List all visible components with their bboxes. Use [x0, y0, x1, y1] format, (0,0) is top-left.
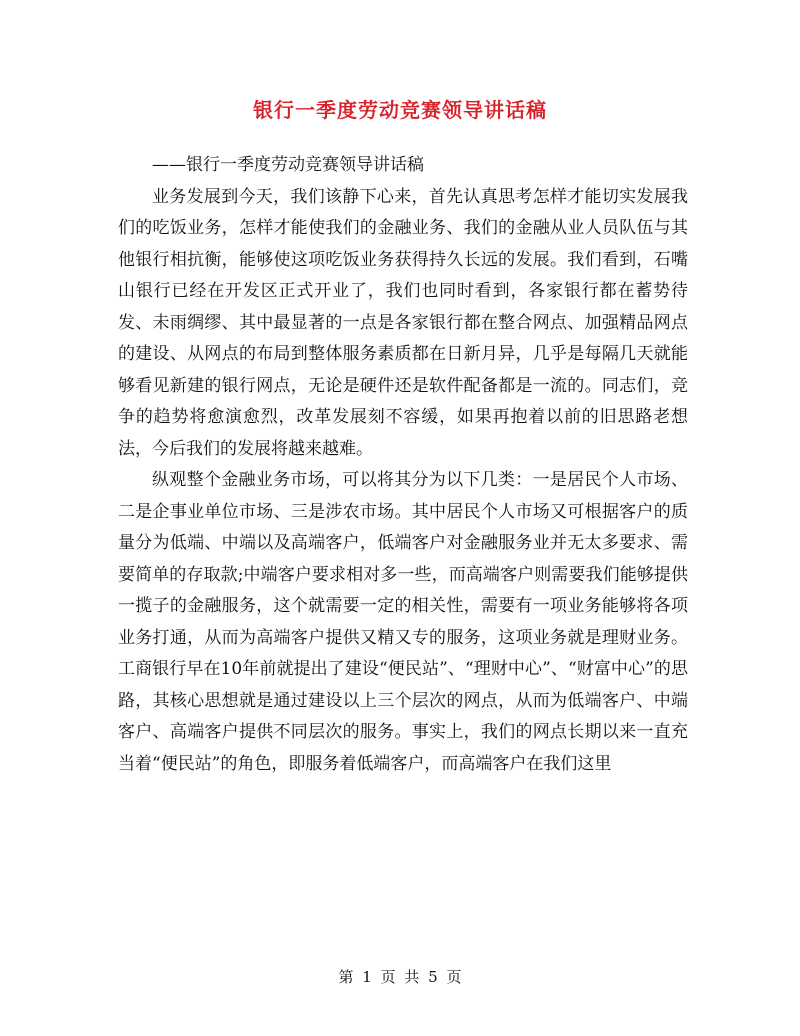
document-subtitle: ——银行一季度劳动竞赛领导讲话稿 [152, 155, 424, 175]
body-paragraph-2: 纵观整个金融业务市场，可以将其分为以下几类：一是居民个人市场、二是企事业单位市场、三是涉农市场。其中居民个人市场又可根据客户的质量分为低端、中端以及高端客户，低端客户对金融服务业并无太多要求、需要简单的存取款;中端客户要求相对多一些，而高端客户则需要我们能够提供一揽子的金融服务，这个就需要一定的相关性，需要有一项业务能够将各项业务打通，从而为高端客户提供又精又专的服务，这项业务就是理财业务。工商银行早在10年前就提出了建设“便民站”、“理财中心”、“财富中心”的思路，其核心思想就是通过建设以上三个层次的网点，从而为低端客户、中端客户、高端客户提供不同层次的服务。事实上，我们的网点长期以来一直充当着“便民站”的角色，即服务着低端客户，而高端客户在我们这里 [118, 470, 688, 774]
body-paragraph-1: 业务发展到今天，我们该静下心来，首先认真思考怎样才能切实发展我们的吃饭业务，怎样才能使我们的金融业务、我们的金融从业人员队伍与其他银行相抗衡，能够使这项吃饭业务获得持久长远的发展。我们看到，石嘴山银行已经在开发区正式开业了，我们也同时看到，各家银行都在蓄势待发、未雨绸缪、其中最显著的一点是各家银行都在整合网点、加强精品网点的建设、从网点的布局到整体服务素质都在日新月异，几乎是每隔几天就能够看见新建的银行网点，无论是硬件还是软件配备都是一流的。同志们，竞争的趋势将愈演愈烈，改革发展刻不容缓，如果再抱着以前的旧思路老想法，今后我们的发展将越来越难。 [118, 186, 688, 459]
document-body [118, 150, 688, 780]
page-footer: 第 1 页 共 5 页 [338, 968, 462, 986]
document-title: 银行一季度劳动竞赛领导讲话稿 [253, 98, 547, 122]
